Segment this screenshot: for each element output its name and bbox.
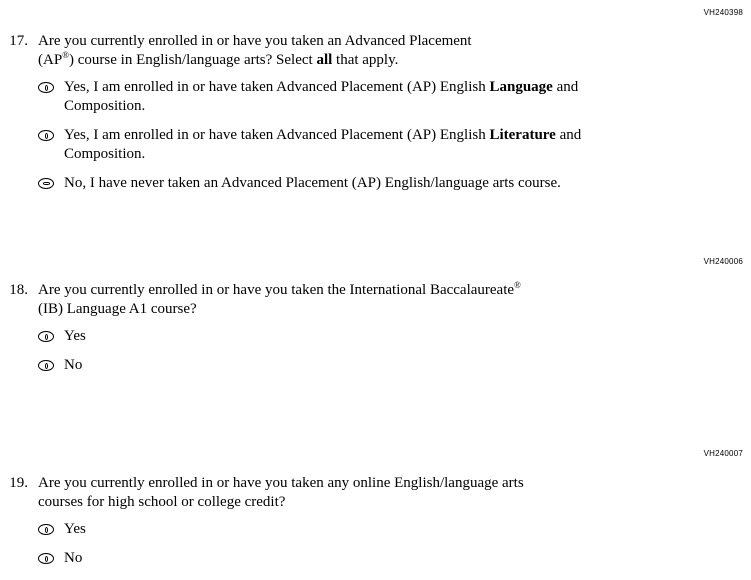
option-17-3-pre: No, I have never taken an Advanced Placement (AP) English/language arts course.	[64, 175, 561, 191]
question-18-text-line1: Are you currently enrolled in or have you taken the International Baccalaureate	[38, 282, 515, 298]
option-17-1-post: and	[552, 79, 579, 95]
radio-bubble-icon[interactable]	[38, 553, 54, 564]
question-17-text-bold: all	[316, 52, 333, 68]
option-18-no[interactable]	[38, 356, 751, 375]
option-17-2-bold: Literature	[489, 127, 556, 143]
question-17-text	[38, 32, 472, 70]
option-17-1[interactable]	[38, 78, 751, 116]
question-17-text-line1: Are you currently enrolled in or have you taken an Advanced Placement	[38, 33, 472, 49]
option-19-no[interactable]	[38, 549, 751, 568]
question-19-text-line1: Are you currently enrolled in or have you taken any online English/language arts	[38, 475, 524, 491]
question-18-text-line2: (IB) Language A1 course?	[38, 301, 197, 317]
radio-bubble-icon[interactable]	[38, 360, 54, 371]
radio-bubble-icon[interactable]	[38, 178, 54, 189]
item-code-17: VH240398	[703, 8, 743, 17]
question-19-stem	[0, 474, 751, 512]
question-19-number: 19.	[9, 475, 28, 491]
option-17-2-label	[64, 126, 581, 164]
question-17-ap-prefix: (AP	[38, 52, 63, 68]
item-code-18: VH240006	[703, 257, 743, 266]
option-17-2-post: and	[555, 127, 582, 143]
option-17-3[interactable]	[38, 174, 751, 193]
question-18	[0, 281, 751, 375]
option-17-3-label	[64, 174, 561, 193]
question-19-options	[38, 520, 751, 568]
question-17-text-mid: ) course in English/language arts? Select	[69, 52, 317, 68]
question-18-number: 18.	[9, 282, 28, 298]
radio-bubble-icon[interactable]	[38, 82, 54, 93]
question-17	[0, 32, 751, 193]
question-18-stem	[0, 281, 751, 319]
radio-inner-icon	[43, 182, 50, 185]
question-17-stem	[0, 32, 751, 70]
registered-mark-icon: ®	[62, 50, 70, 60]
option-17-2-cont: Composition.	[64, 146, 146, 162]
option-18-yes-label: Yes	[64, 328, 86, 344]
radio-inner-icon	[45, 85, 48, 91]
question-17-text-line2	[38, 51, 472, 70]
item-code-19: VH240007	[703, 449, 743, 458]
question-18-text	[38, 281, 521, 319]
option-18-no-label: No	[64, 357, 83, 373]
radio-inner-icon	[45, 527, 48, 533]
question-17-options	[38, 78, 751, 193]
radio-inner-icon	[45, 556, 48, 562]
option-18-yes[interactable]	[38, 327, 751, 346]
radio-bubble-icon[interactable]	[38, 130, 54, 141]
question-19	[0, 474, 751, 568]
option-17-2-pre: Yes, I am enrolled in or have taken Advanced Placement (AP) English	[64, 127, 490, 143]
radio-bubble-icon[interactable]	[38, 524, 54, 535]
option-17-1-label	[64, 78, 578, 116]
option-17-1-cont: Composition.	[64, 98, 146, 114]
radio-bubble-icon[interactable]	[38, 331, 54, 342]
question-17-number: 17.	[9, 33, 28, 49]
option-17-1-pre: Yes, I am enrolled in or have taken Advanced Placement (AP) English	[64, 79, 490, 95]
question-17-text-post: that apply.	[332, 52, 399, 68]
question-19-text	[38, 474, 524, 512]
option-17-2[interactable]	[38, 126, 751, 164]
radio-inner-icon	[45, 334, 48, 340]
radio-inner-icon	[45, 133, 48, 139]
option-19-yes-label: Yes	[64, 521, 86, 537]
option-19-no-label: No	[64, 550, 83, 566]
option-17-1-bold: Language	[489, 79, 553, 95]
radio-inner-icon	[45, 363, 48, 369]
option-19-yes[interactable]	[38, 520, 751, 539]
registered-mark-icon: ®	[514, 280, 521, 290]
question-18-options	[38, 327, 751, 375]
question-19-text-line2: courses for high school or college credit?	[38, 494, 286, 510]
